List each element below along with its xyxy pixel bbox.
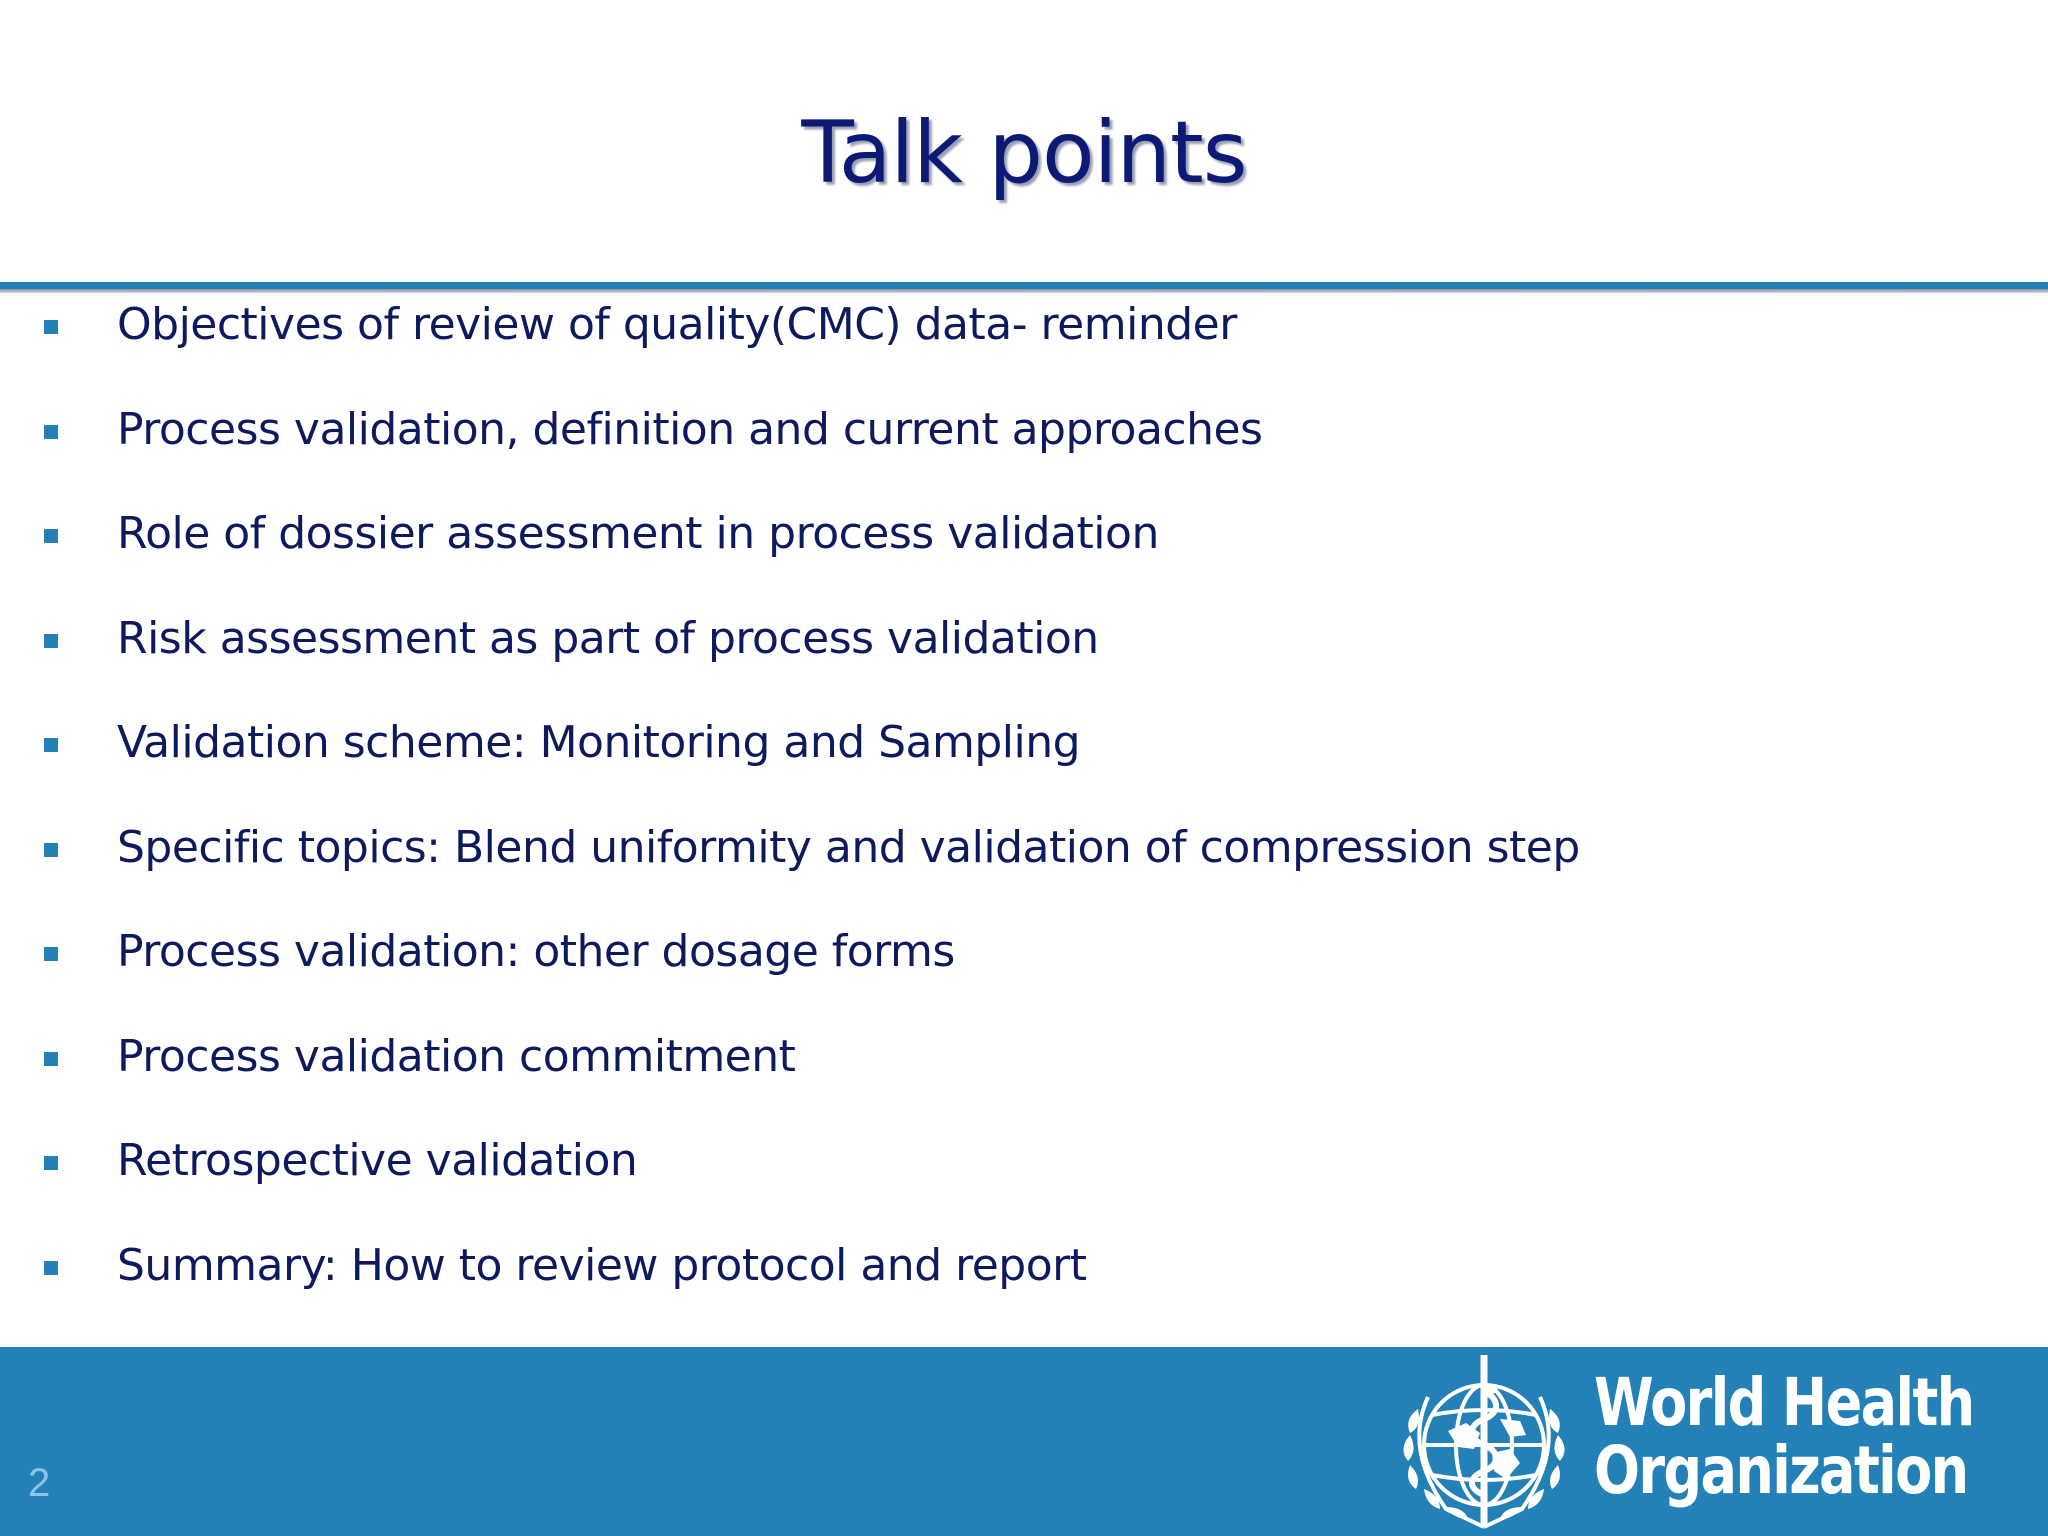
bullet-text: Process validation, definition and current approaches (117, 403, 1263, 455)
square-bullet-icon (44, 425, 58, 439)
square-bullet-icon (44, 634, 58, 648)
slide-title: Talk points (801, 103, 1247, 203)
square-bullet-icon (44, 320, 58, 334)
bullet-text: Validation scheme: Monitoring and Sampling (117, 717, 1081, 768)
square-bullet-icon (44, 738, 58, 752)
who-emblem-icon (1388, 1349, 1580, 1536)
square-bullet-icon (44, 947, 58, 961)
square-bullet-icon (44, 843, 58, 857)
square-bullet-icon (44, 1156, 58, 1170)
footer-bar (0, 1347, 2048, 1536)
title-divider (0, 282, 2048, 289)
bullet-text: Retrospective validation (117, 1135, 638, 1186)
bullet-text: Summary: How to review protocol and report (117, 1239, 1087, 1291)
bullet-text: Process validation commitment (117, 1030, 796, 1082)
square-bullet-icon (44, 1261, 58, 1275)
bullet-text: Risk assessment as part of process validation (117, 612, 1099, 664)
page-number: 2 (28, 1461, 51, 1505)
square-bullet-icon (44, 1052, 58, 1066)
bullet-text: Role of dossier assessment in process validation (117, 508, 1159, 559)
bullet-text: Specific topics: Blend uniformity and validation of compression step (117, 821, 1580, 873)
bullet-text: Process validation: other dosage forms (117, 926, 955, 977)
bullet-text: Objectives of review of quality(CMC) data- reminder (117, 299, 1237, 350)
who-wordmark-line2: Organization (1594, 1432, 1968, 1509)
who-wordmark (1594, 1364, 1974, 1509)
square-bullet-icon (44, 529, 58, 543)
who-wordmark-line1: World Health (1594, 1364, 1974, 1441)
